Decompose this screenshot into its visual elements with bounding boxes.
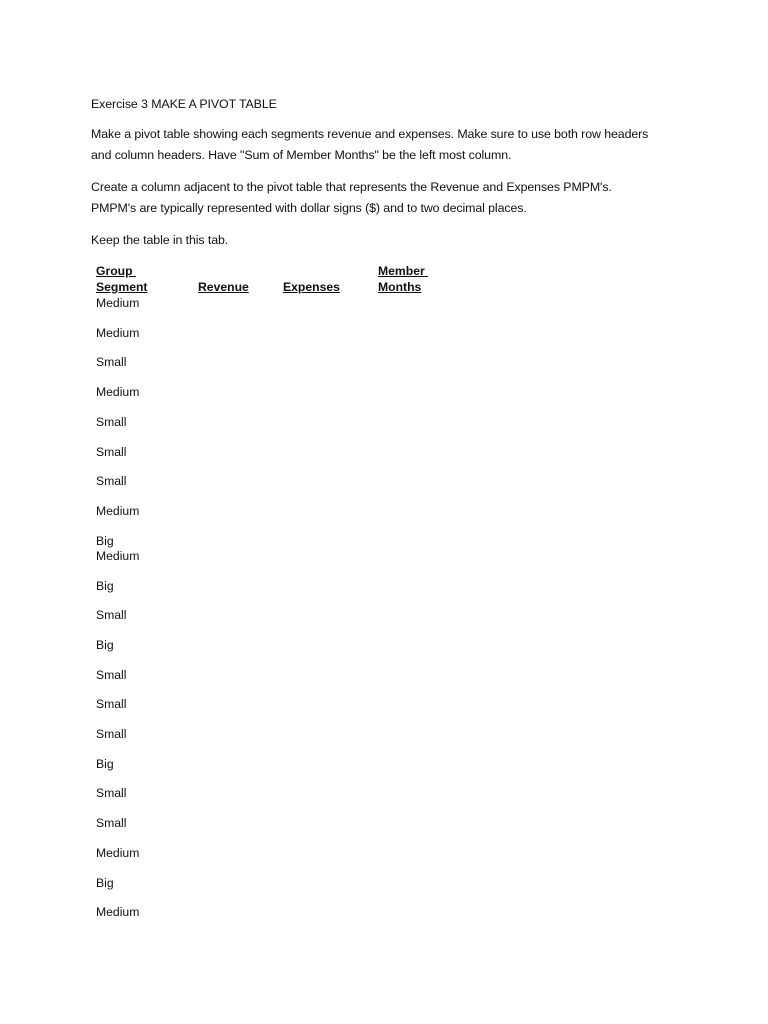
header-member-months: [378, 263, 428, 295]
header-text: Segment: [96, 280, 148, 294]
segment-cell: Small: [96, 816, 127, 831]
segment-cell: Small: [96, 355, 127, 370]
segment-cell: Big: [96, 756, 114, 771]
exercise-title: Exercise 3 MAKE A PIVOT TABLE: [91, 97, 277, 111]
instruction-line: PMPM's are typically represented with dollar signs ($) and to two decimal places.: [91, 201, 527, 215]
segment-cell: Small: [96, 786, 127, 801]
header-group-segment: [96, 263, 147, 295]
segment-cell: Medium: [96, 325, 140, 340]
instruction-line: Create a column adjacent to the pivot table that represents the Revenue and Expenses PMPM's.: [91, 180, 612, 194]
instruction-line: and column headers. Have "Sum of Member Months" be the left most column.: [91, 148, 512, 162]
segment-cell: Small: [96, 667, 127, 682]
segment-cell: Big: [96, 533, 114, 548]
segment-cell: Medium: [96, 385, 140, 400]
instruction-paragraph-1: [91, 124, 691, 166]
segment-cell: Big: [96, 578, 114, 593]
header-expenses: Expenses: [283, 280, 340, 294]
segment-cell: Big: [96, 875, 114, 890]
header-text: Months: [378, 280, 422, 294]
segment-cell: Medium: [96, 845, 140, 860]
header-revenue: Revenue: [198, 280, 249, 294]
segment-cell: Medium: [96, 296, 140, 310]
segment-cell: Medium: [96, 905, 140, 920]
segment-cell: Small: [96, 727, 127, 741]
segment-cell: Small: [96, 444, 127, 459]
header-text: Member: [378, 264, 429, 278]
segment-cell: Small: [96, 414, 127, 429]
header-text: Group: [96, 264, 136, 278]
segment-cell: Small: [96, 697, 127, 712]
segment-cell: Small: [96, 608, 127, 623]
segment-cell: Medium: [96, 548, 140, 563]
instruction-line: Make a pivot table showing each segments revenue and expenses. Make sure to use both row headers: [91, 127, 649, 141]
segment-cell: Medium: [96, 503, 140, 518]
instruction-paragraph-3: Keep the table in this tab.: [91, 233, 229, 247]
segment-cell: Big: [96, 637, 114, 652]
instruction-paragraph-2: [91, 177, 691, 219]
segment-cell: Small: [96, 474, 127, 489]
